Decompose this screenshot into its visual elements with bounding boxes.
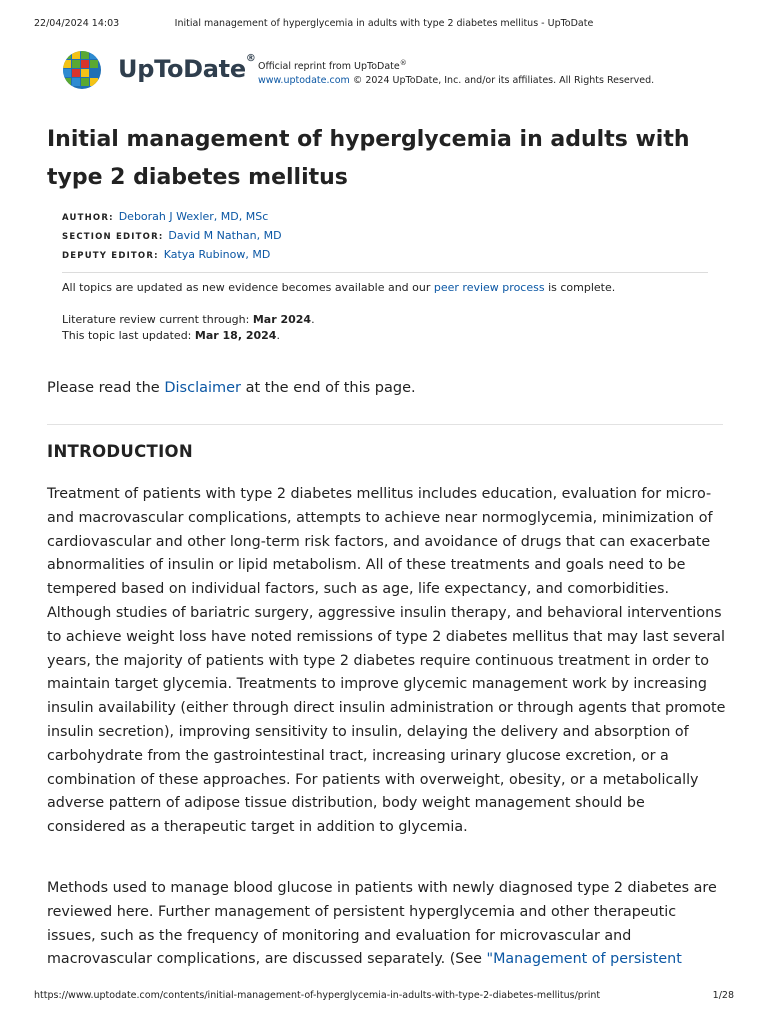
author-label: AUTHOR:: [62, 213, 114, 223]
author-row: [62, 208, 282, 227]
uptodate-logo-icon[interactable]: [62, 50, 102, 90]
disclaimer-link[interactable]: Disclaimer: [164, 380, 242, 396]
print-header: [34, 18, 734, 32]
print-datetime: 22/04/2024 14:03: [34, 18, 120, 29]
section-heading-introduction: INTRODUCTION: [47, 442, 193, 461]
section-editor-row: [62, 227, 282, 246]
divider: [62, 272, 708, 273]
reprint-notice: Official reprint from UpToDate® www.uptodate.com © 2024 UpToDate, Inc. and/or its affiliates. All Rights Reserved.: [258, 59, 655, 87]
uptodate-site-link[interactable]: www.uptodate.com: [258, 75, 350, 87]
brand-header: [62, 50, 702, 92]
contributors: [62, 208, 282, 265]
literature-review-line: Literature review current through: Mar 2024.: [62, 313, 315, 326]
section-editor-name-link[interactable]: David M Nathan, MD: [168, 229, 282, 242]
update-note: All topics are updated as new evidence becomes available and our peer review process is complete.: [62, 281, 616, 294]
page-number: 1/28: [712, 990, 734, 1001]
deputy-editor-label: DEPUTY EDITOR:: [62, 251, 159, 261]
print-footer: [34, 990, 734, 1004]
peer-review-link[interactable]: peer review process: [433, 281, 545, 294]
review-dates: [62, 312, 315, 344]
methods-paragraph: Methods used to manage blood glucose in patients with newly diagnosed type 2 diabetes are reviewed here. Further management of persistent hyperglycemia and other therapeutic issues, such as the frequency of monitoring and evaluation for microvascular and macrovascular complications, are discussed separately. (See "Management of persistent: [47, 880, 717, 968]
intro-paragraph: Treatment of patients with type 2 diabetes mellitus includes education, evaluation for micro- and macrovascular complications, attempts to achieve near normoglycemia, minimization of cardiovascular and other long-term risk factors, and avoidance of drugs that can exacerbate abnormalities of insulin or lipid metabolism. All of these treatments and goals need to be tempered based on individual factors, such as age, life expectancy, and comorbidities. Although studies of bariatric surgery, aggressive insulin therapy, and behavioral interventions to achieve weight loss have noted remissions of type 2 diabetes mellitus that may last several years, the majority of patients with type 2 diabetes require continuous treatment in order to maintain target glycemia. Treatments to improve glycemic management work by increasing insulin availability (either through direct insulin administration or through agents that promote insulin secretion), improving sensitivity to insulin, delaying the delivery and absorption of carbohydrate from the gastrointestinal tract, increasing urinary glucose excretion, or a combination of these approaches. For patients with overweight, obesity, or a metabolically adverse pattern of adipose tissue distribution, body weight management should be considered as a therapeutic target in addition to glycemia.: [47, 486, 726, 836]
print-url: https://www.uptodate.com/contents/initial-management-of-hyperglycemia-in-adults-with-type-2-diabetes-mellitus/print: [34, 990, 601, 1001]
last-updated-line: This topic last updated: Mar 18, 2024.: [62, 329, 280, 342]
deputy-editor-row: [62, 246, 282, 265]
article-title: Initial management of hyperglycemia in adults with type 2 diabetes mellitus: [47, 127, 690, 190]
section-divider: [47, 424, 723, 425]
persistent-hyperglycemia-link[interactable]: "Management of persistent: [486, 951, 682, 968]
section-editor-label: SECTION EDITOR:: [62, 232, 164, 242]
disclaimer-notice: Please read the Disclaimer at the end of this page.: [47, 380, 416, 396]
author-name-link[interactable]: Deborah J Wexler, MD, MSc: [118, 210, 269, 223]
deputy-editor-name-link[interactable]: Katya Rubinow, MD: [163, 248, 271, 261]
uptodate-wordmark: UpToDate®: [118, 53, 256, 83]
print-document-title: Initial management of hyperglycemia in adults with type 2 diabetes mellitus - UpToDate: [174, 18, 594, 29]
